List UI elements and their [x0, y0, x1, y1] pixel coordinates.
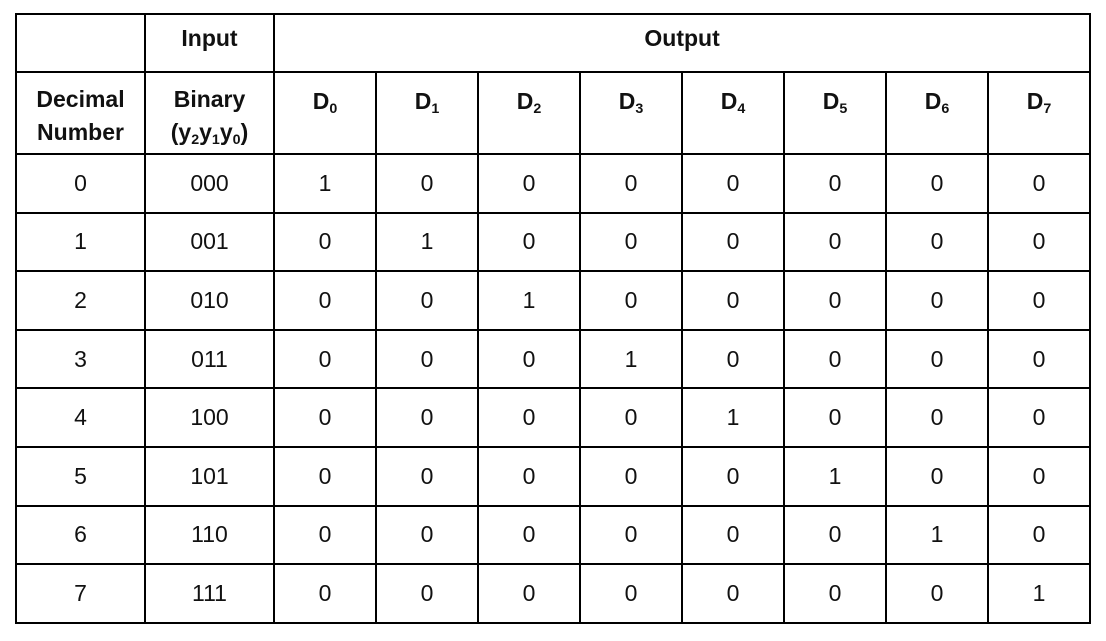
cell-d1: 0 [376, 506, 478, 565]
cell-d0: 0 [274, 447, 376, 506]
cell-d6: 0 [886, 330, 988, 389]
header-binary-line1: Binary [173, 86, 246, 112]
cell-binary: 001 [145, 213, 274, 272]
cell-d7: 0 [988, 506, 1090, 565]
cell-decimal: 4 [16, 388, 145, 447]
cell-d0: 0 [274, 213, 376, 272]
cell-d1: 0 [376, 388, 478, 447]
cell-d1: 0 [376, 154, 478, 213]
header-output: Output [274, 14, 1090, 72]
cell-d0: 1 [274, 154, 376, 213]
cell-decimal: 5 [16, 447, 145, 506]
cell-d5: 1 [784, 447, 886, 506]
cell-d7: 0 [988, 447, 1090, 506]
cell-d4: 1 [682, 388, 784, 447]
cell-binary: 010 [145, 271, 274, 330]
cell-d3: 0 [580, 154, 682, 213]
cell-d0: 0 [274, 271, 376, 330]
table-row [16, 564, 1090, 623]
cell-d4: 0 [682, 447, 784, 506]
cell-d0: 0 [274, 564, 376, 623]
header-row-sub [16, 72, 1090, 154]
cell-d7: 0 [988, 154, 1090, 213]
cell-d2: 0 [478, 388, 580, 447]
cell-binary: 100 [145, 388, 274, 447]
cell-decimal: 1 [16, 213, 145, 272]
table-row [16, 506, 1090, 565]
cell-d3: 0 [580, 564, 682, 623]
cell-d0: 0 [274, 506, 376, 565]
truth-table-body [16, 154, 1090, 623]
cell-d1: 1 [376, 213, 478, 272]
header-binary [145, 72, 274, 154]
cell-d2: 1 [478, 271, 580, 330]
cell-d4: 0 [682, 564, 784, 623]
cell-d7: 0 [988, 271, 1090, 330]
header-decimal-line2: Number [37, 119, 124, 145]
table-row [16, 271, 1090, 330]
header-d7: $D_7$ [988, 72, 1090, 154]
cell-d2: 0 [478, 564, 580, 623]
cell-binary: 110 [145, 506, 274, 565]
cell-d4: 0 [682, 330, 784, 389]
cell-d1: 0 [376, 271, 478, 330]
cell-d6: 0 [886, 447, 988, 506]
cell-binary: 011 [145, 330, 274, 389]
header-d5: $D_5$ [784, 72, 886, 154]
cell-d5: 0 [784, 154, 886, 213]
table-row [16, 388, 1090, 447]
cell-d4: 0 [682, 271, 784, 330]
header-d0: $D_0$ [274, 72, 376, 154]
cell-decimal: 7 [16, 564, 145, 623]
cell-d3: 1 [580, 330, 682, 389]
cell-d6: 0 [886, 388, 988, 447]
table-row [16, 330, 1090, 389]
cell-d3: 0 [580, 506, 682, 565]
cell-decimal: 3 [16, 330, 145, 389]
cell-d3: 0 [580, 388, 682, 447]
cell-d3: 0 [580, 213, 682, 272]
header-decimal-number [16, 72, 145, 154]
header-d6: $D_6$ [886, 72, 988, 154]
header-corner-cell [16, 14, 145, 72]
cell-binary: 111 [145, 564, 274, 623]
cell-d5: 0 [784, 506, 886, 565]
cell-d0: 0 [274, 388, 376, 447]
cell-d4: 0 [682, 213, 784, 272]
header-row-top [16, 14, 1090, 72]
cell-d4: 0 [682, 154, 784, 213]
cell-d2: 0 [478, 154, 580, 213]
table-row [16, 213, 1090, 272]
cell-decimal: 6 [16, 506, 145, 565]
cell-binary: 101 [145, 447, 274, 506]
cell-d5: 0 [784, 213, 886, 272]
cell-d3: 0 [580, 271, 682, 330]
table-row [16, 154, 1090, 213]
header-d4: $D_4$ [682, 72, 784, 154]
cell-d2: 0 [478, 506, 580, 565]
cell-d1: 0 [376, 564, 478, 623]
cell-d1: 0 [376, 447, 478, 506]
header-d1: $D_1$ [376, 72, 478, 154]
cell-d7: 0 [988, 388, 1090, 447]
cell-d2: 0 [478, 213, 580, 272]
cell-d4: 0 [682, 506, 784, 565]
cell-d1: 0 [376, 330, 478, 389]
cell-binary: 000 [145, 154, 274, 213]
header-input: Input [145, 14, 274, 72]
cell-decimal: 0 [16, 154, 145, 213]
cell-d2: 0 [478, 447, 580, 506]
cell-d7: 1 [988, 564, 1090, 623]
header-d3: $D_3$ [580, 72, 682, 154]
cell-d5: 0 [784, 388, 886, 447]
cell-d5: 0 [784, 330, 886, 389]
cell-d6: 1 [886, 506, 988, 565]
cell-d5: 0 [784, 271, 886, 330]
cell-decimal: 2 [16, 271, 145, 330]
cell-d6: 0 [886, 564, 988, 623]
cell-d6: 0 [886, 154, 988, 213]
header-binary-vars: $(y_2y_1y_0)$ [170, 119, 249, 148]
cell-d2: 0 [478, 330, 580, 389]
table-row [16, 447, 1090, 506]
cell-d6: 0 [886, 271, 988, 330]
header-decimal-line1: Decimal [36, 86, 125, 112]
cell-d7: 0 [988, 330, 1090, 389]
truth-table [15, 13, 1091, 624]
cell-d0: 0 [274, 330, 376, 389]
cell-d6: 0 [886, 213, 988, 272]
cell-d7: 0 [988, 213, 1090, 272]
cell-d3: 0 [580, 447, 682, 506]
header-d2: $D_2$ [478, 72, 580, 154]
cell-d5: 0 [784, 564, 886, 623]
